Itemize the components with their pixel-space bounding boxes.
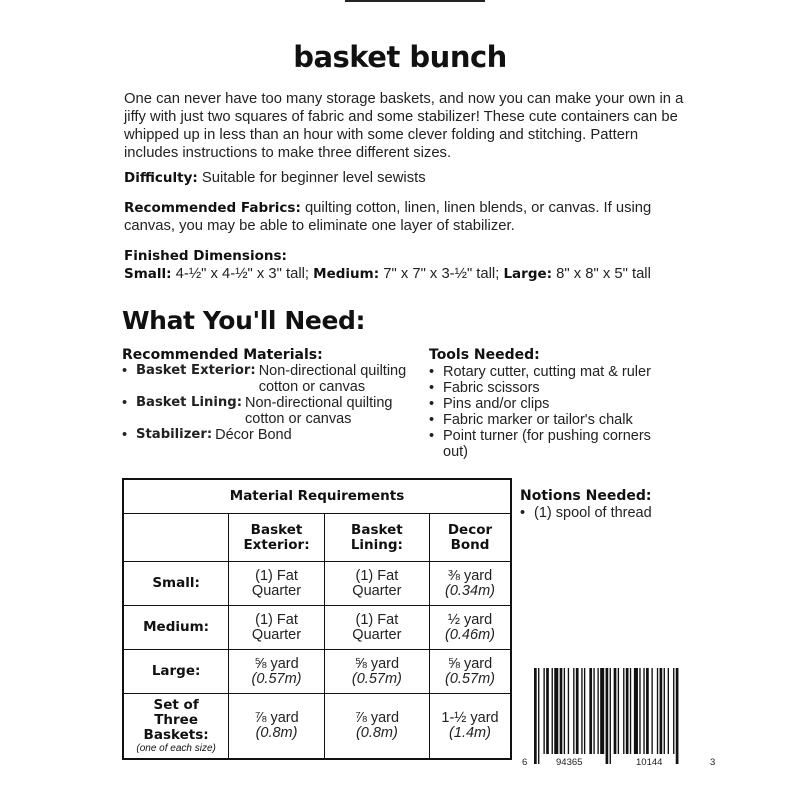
- row-note: (one of each size): [136, 742, 216, 754]
- table-cell: ⅞ yard (0.8m): [324, 694, 429, 760]
- table-cell: ⅜ yard (0.34m): [430, 562, 512, 606]
- material-value: Non-directional quilting cotton or canvas: [245, 395, 393, 427]
- list-item: • Point turner (for pushing corners out): [429, 428, 651, 460]
- table-cell: ⅝ yard (0.57m): [229, 650, 325, 694]
- dimensions-line: [124, 265, 724, 283]
- list-item: • Pins and/or clips: [429, 396, 550, 412]
- table-cell: ⅞ yard (0.8m): [229, 694, 325, 760]
- bullet-icon: •: [429, 428, 435, 444]
- table-cell: (1) Fat Quarter: [324, 606, 429, 650]
- tools-heading: Tools Needed:: [429, 347, 540, 363]
- tools-list: [429, 364, 689, 460]
- material-label: Basket Exterior:: [136, 363, 256, 378]
- dim-small-label: Small:: [124, 266, 172, 282]
- materials-section: [122, 347, 422, 443]
- material-label: Basket Lining:: [136, 395, 242, 410]
- list-item: • Fabric scissors: [429, 380, 540, 396]
- table-cell: ⅝ yard (0.57m): [430, 650, 512, 694]
- table-corner: [123, 514, 229, 562]
- notions-section: [520, 488, 720, 521]
- row-label: Large:: [123, 650, 229, 694]
- bullet-icon: •: [429, 412, 435, 428]
- column-header: Decor Bond: [430, 514, 512, 562]
- tools-section: [429, 347, 689, 460]
- barcode-bars: [520, 668, 718, 764]
- dim-small-text: 4-½" x 4-½" x 3" tall;: [171, 266, 314, 282]
- top-rule: [345, 0, 485, 2]
- dim-large-text: 8" x 8" x 5" tall: [552, 266, 651, 282]
- dim-large-label: Large:: [503, 266, 553, 282]
- notions-list: [520, 505, 720, 521]
- table-cell: ½ yard (0.46m): [430, 606, 512, 650]
- material-requirements-table: [122, 478, 512, 760]
- table-row: [123, 650, 511, 694]
- fabrics-text: quilting cotton, linen, linen blends, or canvas. If using canvas, you may be able to eliminate one layer of stabilizer.: [124, 200, 652, 234]
- material-label: Stabilizer:: [136, 427, 213, 442]
- fabrics-line: [124, 199, 704, 235]
- list-item: • Fabric marker or tailor's chalk: [429, 412, 633, 428]
- what-you-need-heading: What You'll Need:: [122, 306, 366, 335]
- table-cell: (1) Fat Quarter: [229, 606, 325, 650]
- column-header: Basket Exterior:: [229, 514, 325, 562]
- table-row: [123, 562, 511, 606]
- table-cell: 1-½ yard (1.4m): [430, 694, 512, 760]
- bullet-icon: •: [429, 380, 435, 396]
- column-header: Basket Lining:: [324, 514, 429, 562]
- material-item: [122, 427, 422, 443]
- table-row: [123, 606, 511, 650]
- barcode-digits: 6 94365 10144 3: [522, 757, 716, 768]
- dim-medium-text: 7" x 7" x 3-½" tall;: [379, 266, 504, 282]
- notions-heading: Notions Needed:: [520, 488, 652, 504]
- bullet-icon: •: [429, 364, 435, 380]
- material-item: [122, 363, 422, 395]
- dimensions-block: [124, 247, 724, 283]
- difficulty-line: [124, 169, 724, 187]
- intro-paragraph: One can never have too many storage baskets, and now you can make your own in a jiffy with just two squares of fabric and some stabilizer! These cute containers can be whipped up in less than an hour with some clever folding and stitching. Pattern includes instructions to make three different sizes.: [124, 91, 684, 161]
- row-label: Small:: [123, 562, 229, 606]
- table-cell: ⅝ yard (0.57m): [324, 650, 429, 694]
- list-item: • (1) spool of thread: [520, 505, 652, 521]
- materials-heading: Recommended Materials:: [122, 347, 323, 363]
- bullet-icon: •: [122, 395, 128, 411]
- material-item: [122, 395, 422, 427]
- table-row: [123, 694, 511, 760]
- bullet-icon: •: [122, 427, 128, 443]
- difficulty-text: Suitable for beginner level sewists: [197, 170, 426, 186]
- page-title: basket bunch: [293, 40, 507, 74]
- table-caption: Material Requirements: [123, 479, 511, 514]
- row-label: Medium:: [123, 606, 229, 650]
- table-cell: (1) Fat Quarter: [229, 562, 325, 606]
- material-value: Non-directional quilting cotton or canvas: [258, 363, 407, 395]
- bullet-icon: •: [429, 396, 435, 412]
- dimensions-label: Finished Dimensions:: [124, 248, 287, 264]
- difficulty-label: Difficulty:: [124, 170, 198, 186]
- row-label: Set of Three Baskets: (one of each size): [123, 694, 229, 760]
- fabrics-label: Recommended Fabrics:: [124, 200, 301, 216]
- list-item: • Rotary cutter, cutting mat & ruler: [429, 364, 651, 380]
- table-cell: (1) Fat Quarter: [324, 562, 429, 606]
- material-value: Décor Bond: [215, 427, 292, 443]
- bullet-icon: •: [122, 363, 128, 379]
- dim-medium-label: Medium:: [313, 266, 380, 282]
- bullet-icon: •: [520, 505, 526, 521]
